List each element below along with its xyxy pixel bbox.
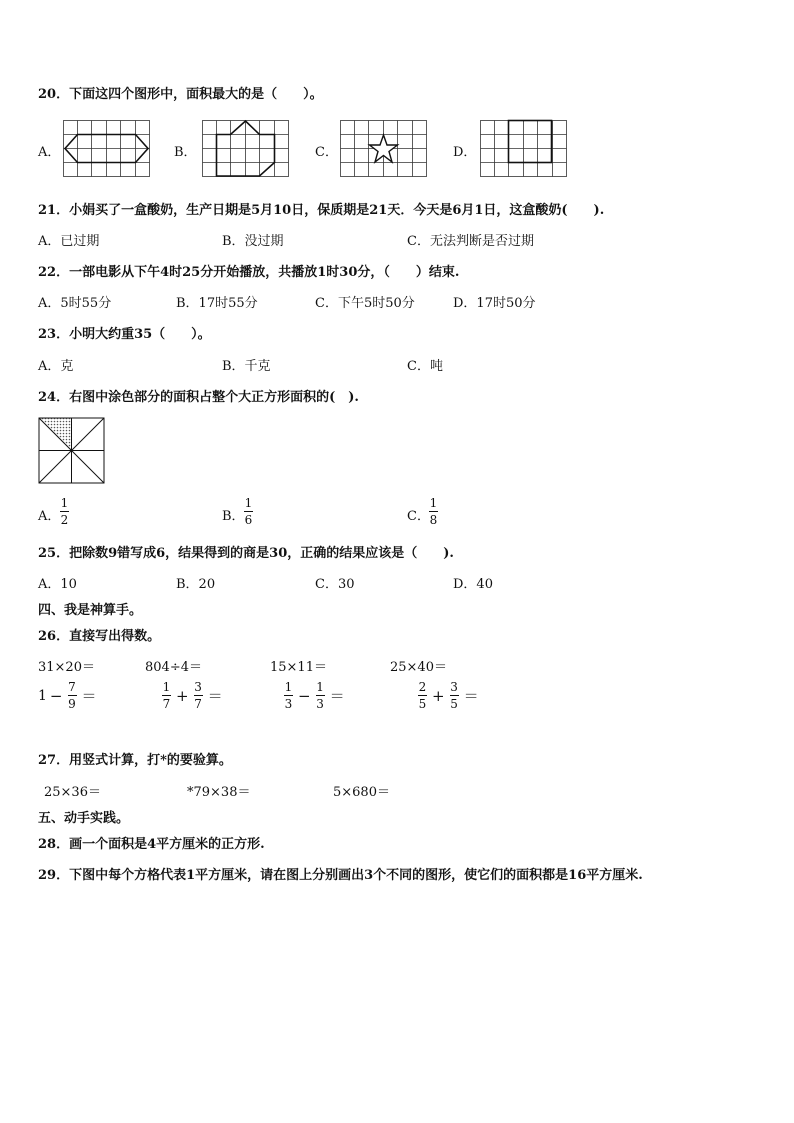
q24-option-c-label[interactable]: C． (407, 509, 430, 524)
numerator: 1 (429, 496, 438, 510)
q24-option-a-fraction (60, 496, 69, 527)
q26-expr-2: 804÷4＝ (145, 660, 202, 675)
numerator: 3 (450, 680, 458, 694)
q27-text: 27．用竖式计算，打*的要验算。 (38, 753, 232, 768)
denominator: 5 (418, 697, 427, 711)
q20-figure-b (202, 120, 290, 177)
q20-option-a-label[interactable]: A． (38, 145, 61, 160)
numerator: 1 (284, 680, 293, 694)
numerator: 1 (244, 496, 253, 510)
q25-option-a[interactable]: A．10 (38, 577, 77, 592)
q20-figure-a (63, 120, 151, 177)
q23-option-c[interactable]: C．吨 (407, 359, 443, 374)
equals-sign: ＝ (329, 687, 345, 705)
q20-figure-d (480, 120, 568, 177)
q25-option-c[interactable]: C．30 (315, 577, 355, 592)
q26-fraction-expr-2 (160, 680, 226, 711)
q26-fraction-expr-1 (38, 680, 100, 711)
q24-option-c-fraction (429, 496, 438, 527)
fraction (68, 680, 77, 711)
denominator: 8 (429, 513, 438, 527)
numerator: 1 (60, 496, 69, 510)
fraction (316, 680, 325, 711)
q20-option-b-label[interactable]: B． (174, 145, 197, 160)
section-5-heading: 五、动手实践。 (38, 811, 130, 826)
q26-expr-1: 31×20＝ (38, 660, 95, 675)
q24-option-a-label[interactable]: A． (38, 509, 61, 524)
q20-text: 20．下面这四个图形中，面积最大的是（ ）。 (38, 87, 323, 102)
q27-expr-2: *79×38＝ (187, 785, 251, 800)
q26-expr-4: 25×40＝ (390, 660, 447, 675)
equals-sign: ＝ (207, 687, 223, 705)
q26-expr-3: 15×11＝ (270, 660, 327, 675)
q22-option-b[interactable]: B．17时55分 (176, 296, 258, 311)
q21-text: 21．小娟买了一盒酸奶，生产日期是5月10日，保质期是21天．今天是6月1日，这盒酸奶( ). (38, 203, 605, 218)
operator: + (176, 686, 189, 705)
numerator: 1 (162, 680, 171, 694)
q20-option-d-label[interactable]: D． (453, 145, 477, 160)
q23-option-b[interactable]: B．千克 (222, 359, 271, 374)
q25-option-b[interactable]: B．20 (176, 577, 216, 592)
denominator: 9 (68, 697, 76, 711)
q22-text: 22．一部电影从下午4时25分开始播放，共播放1时30分，（ ）结束. (38, 265, 460, 280)
q20-option-c-label[interactable]: C． (315, 145, 338, 160)
q28-text: 28．画一个面积是4平方厘米的正方形. (38, 837, 265, 852)
q26-fraction-expr-4 (416, 680, 482, 711)
equals-sign: ＝ (463, 687, 479, 705)
q26-text: 26．直接写出得数。 (38, 629, 161, 644)
denominator: 7 (162, 697, 171, 711)
q24-square-figure (38, 417, 106, 484)
q21-option-b[interactable]: B．没过期 (222, 234, 284, 249)
q26-fraction-expr-3 (282, 680, 348, 711)
q21-option-c[interactable]: C．无法判断是否过期 (407, 234, 534, 249)
fraction (450, 680, 459, 711)
operator: − (298, 686, 311, 705)
denominator: 2 (60, 513, 69, 527)
q22-option-d[interactable]: D．17时50分 (453, 296, 536, 311)
denominator: 3 (316, 697, 324, 711)
q22-option-c[interactable]: C．下午5时50分 (315, 296, 415, 311)
fraction (284, 680, 293, 711)
q20-figure-c (340, 120, 428, 177)
fraction (162, 680, 171, 711)
numerator: 3 (194, 680, 202, 694)
q27-expr-1: 25×36＝ (44, 785, 101, 800)
fraction (418, 680, 427, 711)
q29-text: 29．下图中每个方格代表1平方厘米，请在图上分别画出3个不同的图形，使它们的面积都是16平方厘米. (38, 868, 643, 883)
q21-option-a[interactable]: A．已过期 (38, 234, 100, 249)
q22-option-a[interactable]: A．5时55分 (38, 296, 112, 311)
q25-text: 25．把除数9错写成6，结果得到的商是30，正确的结果应该是（ ). (38, 546, 454, 561)
fraction (194, 680, 203, 711)
operator: + (432, 686, 445, 705)
q24-option-b-label[interactable]: B． (222, 509, 245, 524)
section-4-heading: 四、我是神算手。 (38, 603, 143, 618)
equals-sign: ＝ (81, 687, 97, 705)
numerator: 2 (418, 680, 427, 694)
q24-option-b-fraction (244, 496, 253, 527)
denominator: 3 (284, 697, 293, 711)
numerator: 7 (68, 680, 76, 694)
q25-option-d[interactable]: D．40 (453, 577, 493, 592)
denominator: 7 (194, 697, 202, 711)
numerator: 1 (316, 680, 324, 694)
q24-text: 24．右图中涂色部分的面积占整个大正方形面积的( ). (38, 390, 359, 405)
whole-number: 1 (38, 687, 47, 704)
q23-option-a[interactable]: A．克 (38, 359, 74, 374)
q27-expr-3: 5×680＝ (333, 785, 390, 800)
operator: − (49, 686, 63, 705)
q23-text: 23．小明大约重35（ ）。 (38, 327, 211, 342)
denominator: 6 (244, 513, 253, 527)
denominator: 5 (450, 697, 458, 711)
